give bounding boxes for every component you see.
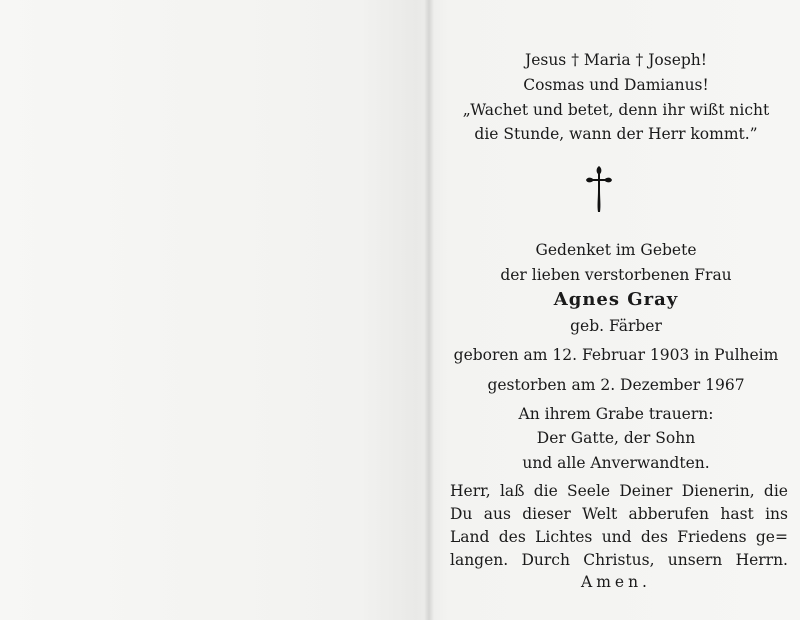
prayer-line-1 — [450, 480, 788, 502]
prayer-word: Christus, — [583, 551, 655, 569]
prayer-word: Dienerin, — [681, 482, 755, 500]
prayer-word: ge= — [755, 528, 788, 546]
prayer-word: Durch — [521, 551, 570, 569]
prayer-word: und — [601, 528, 632, 546]
intro-line-1: Gedenket im Gebete — [535, 241, 697, 259]
prayer-word: Lichtes — [535, 528, 593, 546]
prayer-line-3 — [450, 526, 788, 548]
prayer-word: abberufen — [628, 505, 710, 523]
prayer-word: Du — [450, 505, 473, 523]
death-line: gestorben am 2. Dezember 1967 — [487, 376, 745, 394]
prayer-word: hast — [720, 505, 754, 523]
header-line-2: Cosmas und Damianus! — [523, 76, 709, 94]
prayer-word: laß — [499, 482, 525, 500]
prayer-word: langen. — [450, 551, 509, 569]
mourners-line-2: Der Gatte, der Sohn — [536, 429, 696, 447]
birth-line: geboren am 12. Februar 1903 in Pulheim — [453, 346, 779, 364]
mourners-line-3: und alle Anverwandten. — [522, 454, 710, 472]
prayer-word: Seele — [567, 482, 611, 500]
prayer-word: dieser — [522, 505, 571, 523]
deceased-name: Agnes Gray — [553, 289, 679, 310]
card-right-page — [432, 0, 800, 620]
prayer-word: unsern — [667, 551, 723, 569]
prayer-word: Welt — [582, 505, 618, 523]
mourners-line-1: An ihrem Grabe trauern: — [518, 405, 714, 423]
prayer-word: die — [533, 482, 558, 500]
prayer-word: Friedens — [677, 528, 747, 546]
header-line-4: die Stunde, wann der Herr kommt.” — [474, 125, 758, 143]
maiden-name: geb. Färber — [570, 317, 662, 335]
cross-icon — [584, 164, 614, 214]
header-line-1: Jesus † Maria † Joseph! — [524, 51, 707, 69]
prayer-word: des — [498, 528, 526, 546]
prayer-word: Herr, — [450, 482, 491, 500]
prayer-line-4 — [450, 549, 788, 571]
prayer-word: ins — [765, 505, 788, 523]
prayer-line-2 — [450, 503, 788, 525]
amen-line: Amen. — [581, 573, 651, 591]
prayer-word: Herrn. — [735, 551, 788, 569]
prayer-word: die — [763, 482, 788, 500]
header-line-3: „Wachet und betet, denn ihr wißt nicht — [462, 101, 770, 119]
prayer-word: des — [640, 528, 668, 546]
prayer-word: Land — [450, 528, 490, 546]
prayer-word: aus — [483, 505, 511, 523]
prayer-word: Deiner — [619, 482, 673, 500]
intro-line-2: der lieben verstorbenen Frau — [500, 266, 732, 284]
